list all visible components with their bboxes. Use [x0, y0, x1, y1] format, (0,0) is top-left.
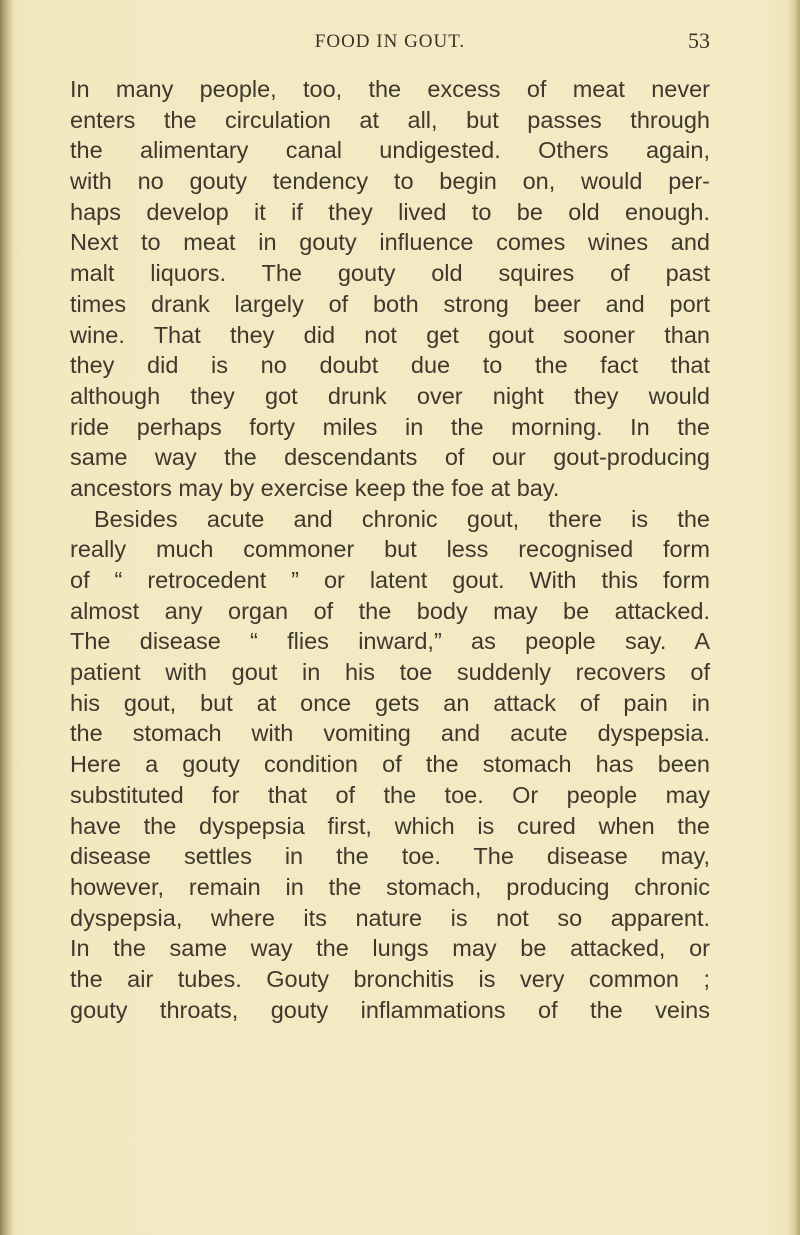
text-line: Next to meat in gouty influence comes wines and	[70, 229, 710, 256]
text-line: The disease “ flies inward,” as people say. A	[70, 628, 710, 655]
text-line: really much commoner but less recognised form	[70, 536, 710, 563]
text-line: ride perhaps forty miles in the morning. In the	[70, 413, 710, 440]
text-line: the stomach with vomiting and acute dyspepsia.	[70, 720, 710, 747]
text-line: times drank largely of both strong beer and port	[70, 290, 710, 317]
text-line: disease settles in the toe. The disease may,	[70, 843, 710, 870]
text-line: they did is no doubt due to the fact that	[70, 352, 710, 379]
text-line: Besides acute and chronic gout, there is the	[94, 505, 710, 532]
page-header	[70, 28, 710, 62]
text-line: malt liquors. The gouty old squires of past	[70, 260, 710, 287]
text-line: of “ retrocedent ” or latent gout. With this form	[70, 567, 710, 593]
text-line: substituted for that of the toe. Or people may	[70, 781, 710, 808]
text-line: wine. That they did not get gout sooner than	[70, 321, 710, 348]
text-line: gouty throats, gouty inflammations of the veins	[70, 996, 710, 1023]
text-line: enters the circulation at all, but passes through	[70, 106, 710, 133]
text-line: almost any organ of the body may be attacked.	[70, 597, 710, 624]
text-line: ancestors may by exercise keep the foe at bay.	[70, 474, 560, 501]
text-line: dyspepsia, where its nature is not so apparent.	[70, 904, 710, 931]
text-line: In many people, too, the excess of meat never	[70, 76, 710, 102]
text-line: the alimentary canal undigested. Others again,	[70, 137, 710, 164]
text-line: his gout, but at once gets an attack of pain in	[70, 689, 710, 716]
text-line: In the same way the lungs may be attacked, or	[70, 935, 710, 962]
text-line: have the dyspepsia first, which is cured when the	[70, 812, 710, 839]
running-head: FOOD IN GOUT.	[314, 31, 466, 52]
text-line: with no gouty tendency to begin on, would per-	[70, 168, 710, 195]
page-edge-shadow-right	[788, 0, 800, 1235]
page-binding-shadow-left	[0, 0, 14, 1235]
text-line: however, remain in the stomach, producing chronic	[70, 873, 710, 900]
text-line: Here a gouty condition of the stomach has been	[70, 751, 710, 778]
text-line: the air tubes. Gouty bronchitis is very common ;	[70, 965, 710, 992]
text-line: patient with gout in his toe suddenly recovers of	[70, 659, 710, 686]
page-number: 53	[688, 28, 710, 53]
text-line: although they got drunk over night they would	[70, 382, 710, 409]
body-text	[70, 74, 710, 1214]
text-line: same way the descendants of our gout-producing	[70, 444, 710, 471]
text-line: haps develop it if they lived to be old enough.	[70, 198, 710, 225]
